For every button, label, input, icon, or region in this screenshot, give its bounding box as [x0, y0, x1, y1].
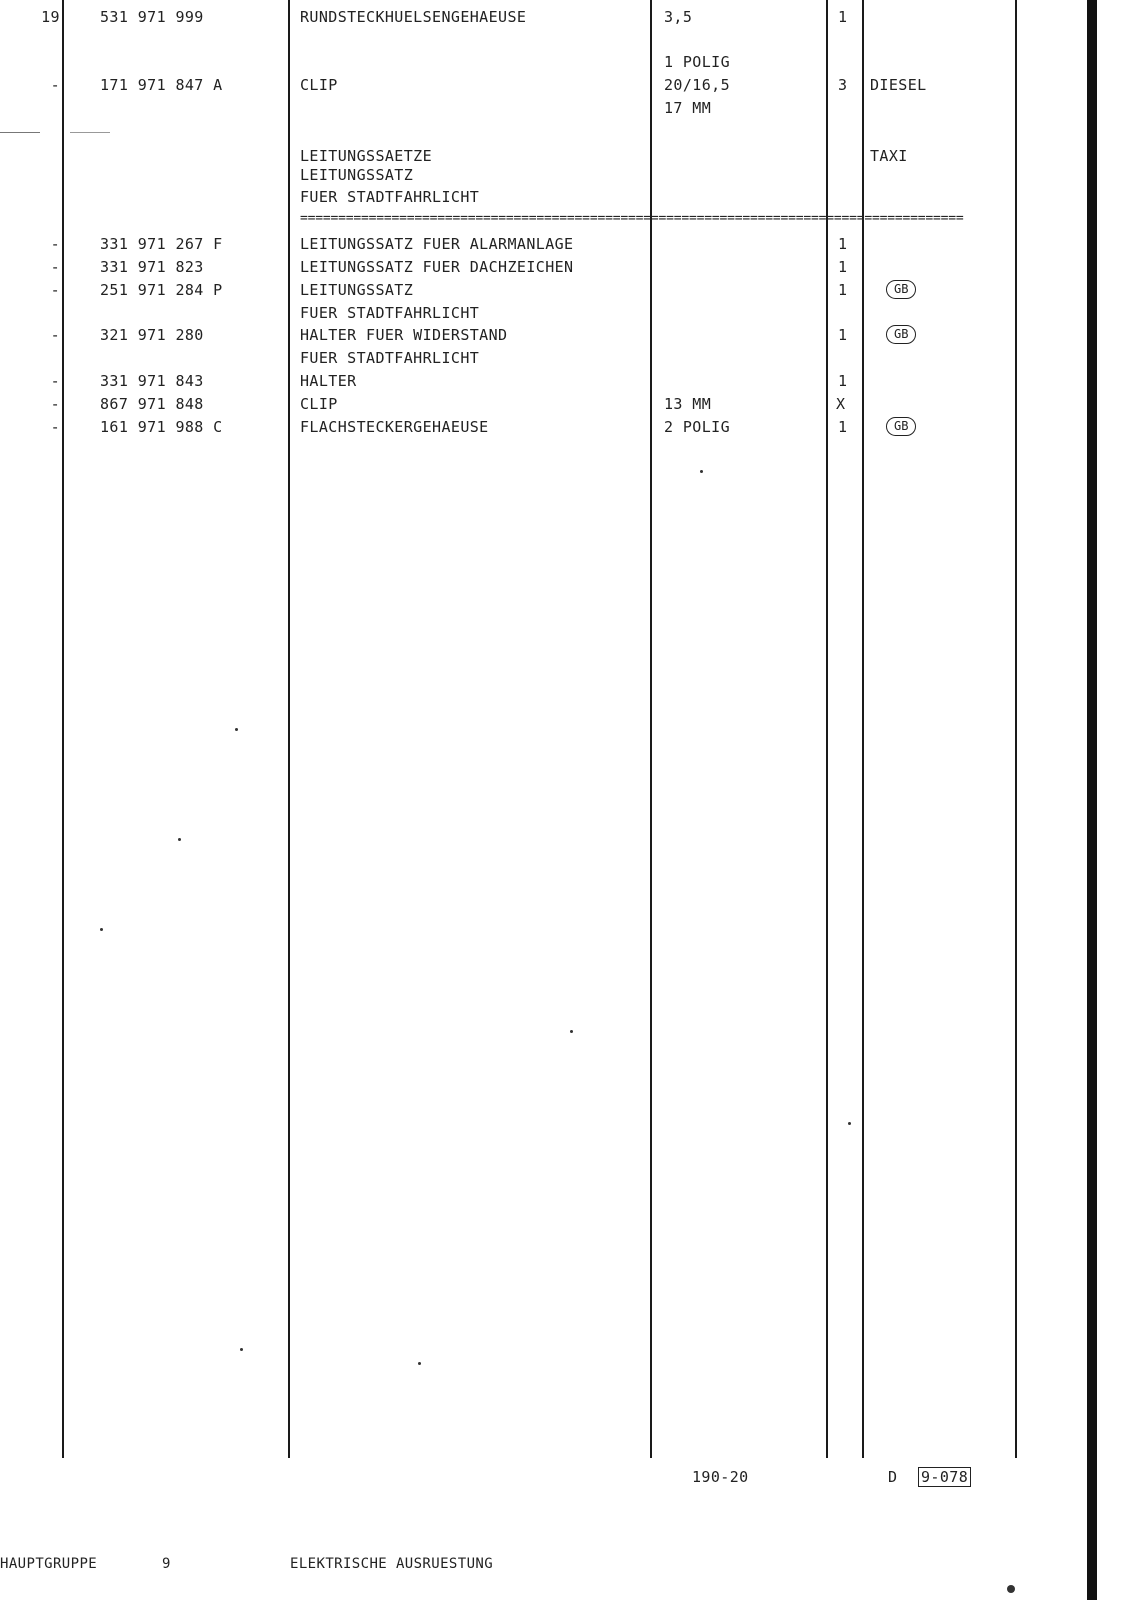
part-description: LEITUNGSSATZ FUER DACHZEICHEN [300, 258, 574, 276]
speck [570, 1030, 573, 1033]
position-number: - [50, 395, 60, 413]
remark-text: TAXI [870, 147, 908, 165]
language-code: D [888, 1468, 898, 1486]
quantity: 1 [838, 8, 848, 26]
part-description: RUNDSTECKHUELSENGEHAEUSE [300, 8, 527, 26]
speck [848, 1122, 851, 1125]
part-number: 331 971 843 [100, 372, 204, 390]
column-rule-left [62, 0, 64, 1458]
quantity: 1 [838, 418, 848, 436]
part-number: 321 971 280 [100, 326, 204, 344]
speck [240, 1348, 243, 1351]
part-spec: 1 POLIG [664, 53, 731, 71]
part-description: HALTER FUER WIDERSTAND [300, 326, 508, 344]
part-spec: 20/16,5 [664, 76, 731, 94]
position-number: - [50, 372, 60, 390]
column-rule-part [288, 0, 290, 1458]
part-description: FUER STADTFAHRLICHT [300, 304, 480, 322]
position-number: - [50, 281, 60, 299]
part-number: 331 971 267 F [100, 235, 223, 253]
part-description: LEITUNGSSATZ [300, 166, 414, 184]
part-number: 867 971 848 [100, 395, 204, 413]
group-title: ELEKTRISCHE AUSRUESTUNG [290, 1556, 494, 1572]
quantity: 1 [838, 326, 848, 344]
part-description: LEITUNGSSAETZE [300, 147, 433, 165]
page-code [918, 1468, 971, 1486]
speck [100, 928, 103, 931]
part-number: 531 971 999 [100, 8, 204, 26]
part-spec: 3,5 [664, 8, 693, 26]
part-number: 171 971 847 A [100, 76, 223, 94]
part-description: CLIP [300, 395, 338, 413]
group-label: HAUPTGRUPPE [0, 1556, 98, 1572]
page-number: 190-20 [692, 1468, 749, 1486]
part-description: LEITUNGSSATZ FUER ALARMANLAGE [300, 235, 574, 253]
part-spec: 13 MM [664, 395, 712, 413]
remark-text: DIESEL [870, 76, 927, 94]
part-number: 331 971 823 [100, 258, 204, 276]
speck [235, 728, 238, 731]
position-number: - [50, 418, 60, 436]
margin-tick [0, 132, 40, 133]
speck [700, 470, 703, 473]
speck [418, 1362, 421, 1365]
part-description: FLACHSTECKERGEHAEUSE [300, 418, 489, 436]
section-separator: ======================================================================================= [300, 212, 964, 226]
position-number: - [50, 235, 60, 253]
country-badge: GB [886, 417, 916, 436]
part-description: FUER STADTFAHRLICHT [300, 188, 480, 206]
country-badge: GB [886, 325, 916, 344]
quantity: 1 [838, 235, 848, 253]
quantity: X [836, 395, 846, 413]
position-number: - [50, 258, 60, 276]
part-spec: 2 POLIG [664, 418, 731, 436]
page-edge-bar [1087, 0, 1097, 1600]
position-number: - [50, 326, 60, 344]
position-number: - [50, 76, 60, 94]
quantity: 1 [838, 372, 848, 390]
part-spec: 17 MM [664, 99, 712, 117]
part-description: CLIP [300, 76, 338, 94]
speck [178, 838, 181, 841]
part-number: 251 971 284 P [100, 281, 223, 299]
quantity: 1 [838, 258, 848, 276]
quantity: 1 [838, 281, 848, 299]
position-number: 19 [41, 8, 60, 26]
page-code-box: 9-078 [918, 1467, 971, 1487]
group-number: 9 [162, 1556, 171, 1572]
part-description: LEITUNGSSATZ [300, 281, 414, 299]
country-badge: GB [886, 280, 916, 299]
part-number: 161 971 988 C [100, 418, 223, 436]
speck [1007, 1585, 1015, 1593]
part-description: FUER STADTFAHRLICHT [300, 349, 480, 367]
margin-tick [70, 132, 110, 133]
part-description: HALTER [300, 372, 357, 390]
quantity: 3 [838, 76, 848, 94]
